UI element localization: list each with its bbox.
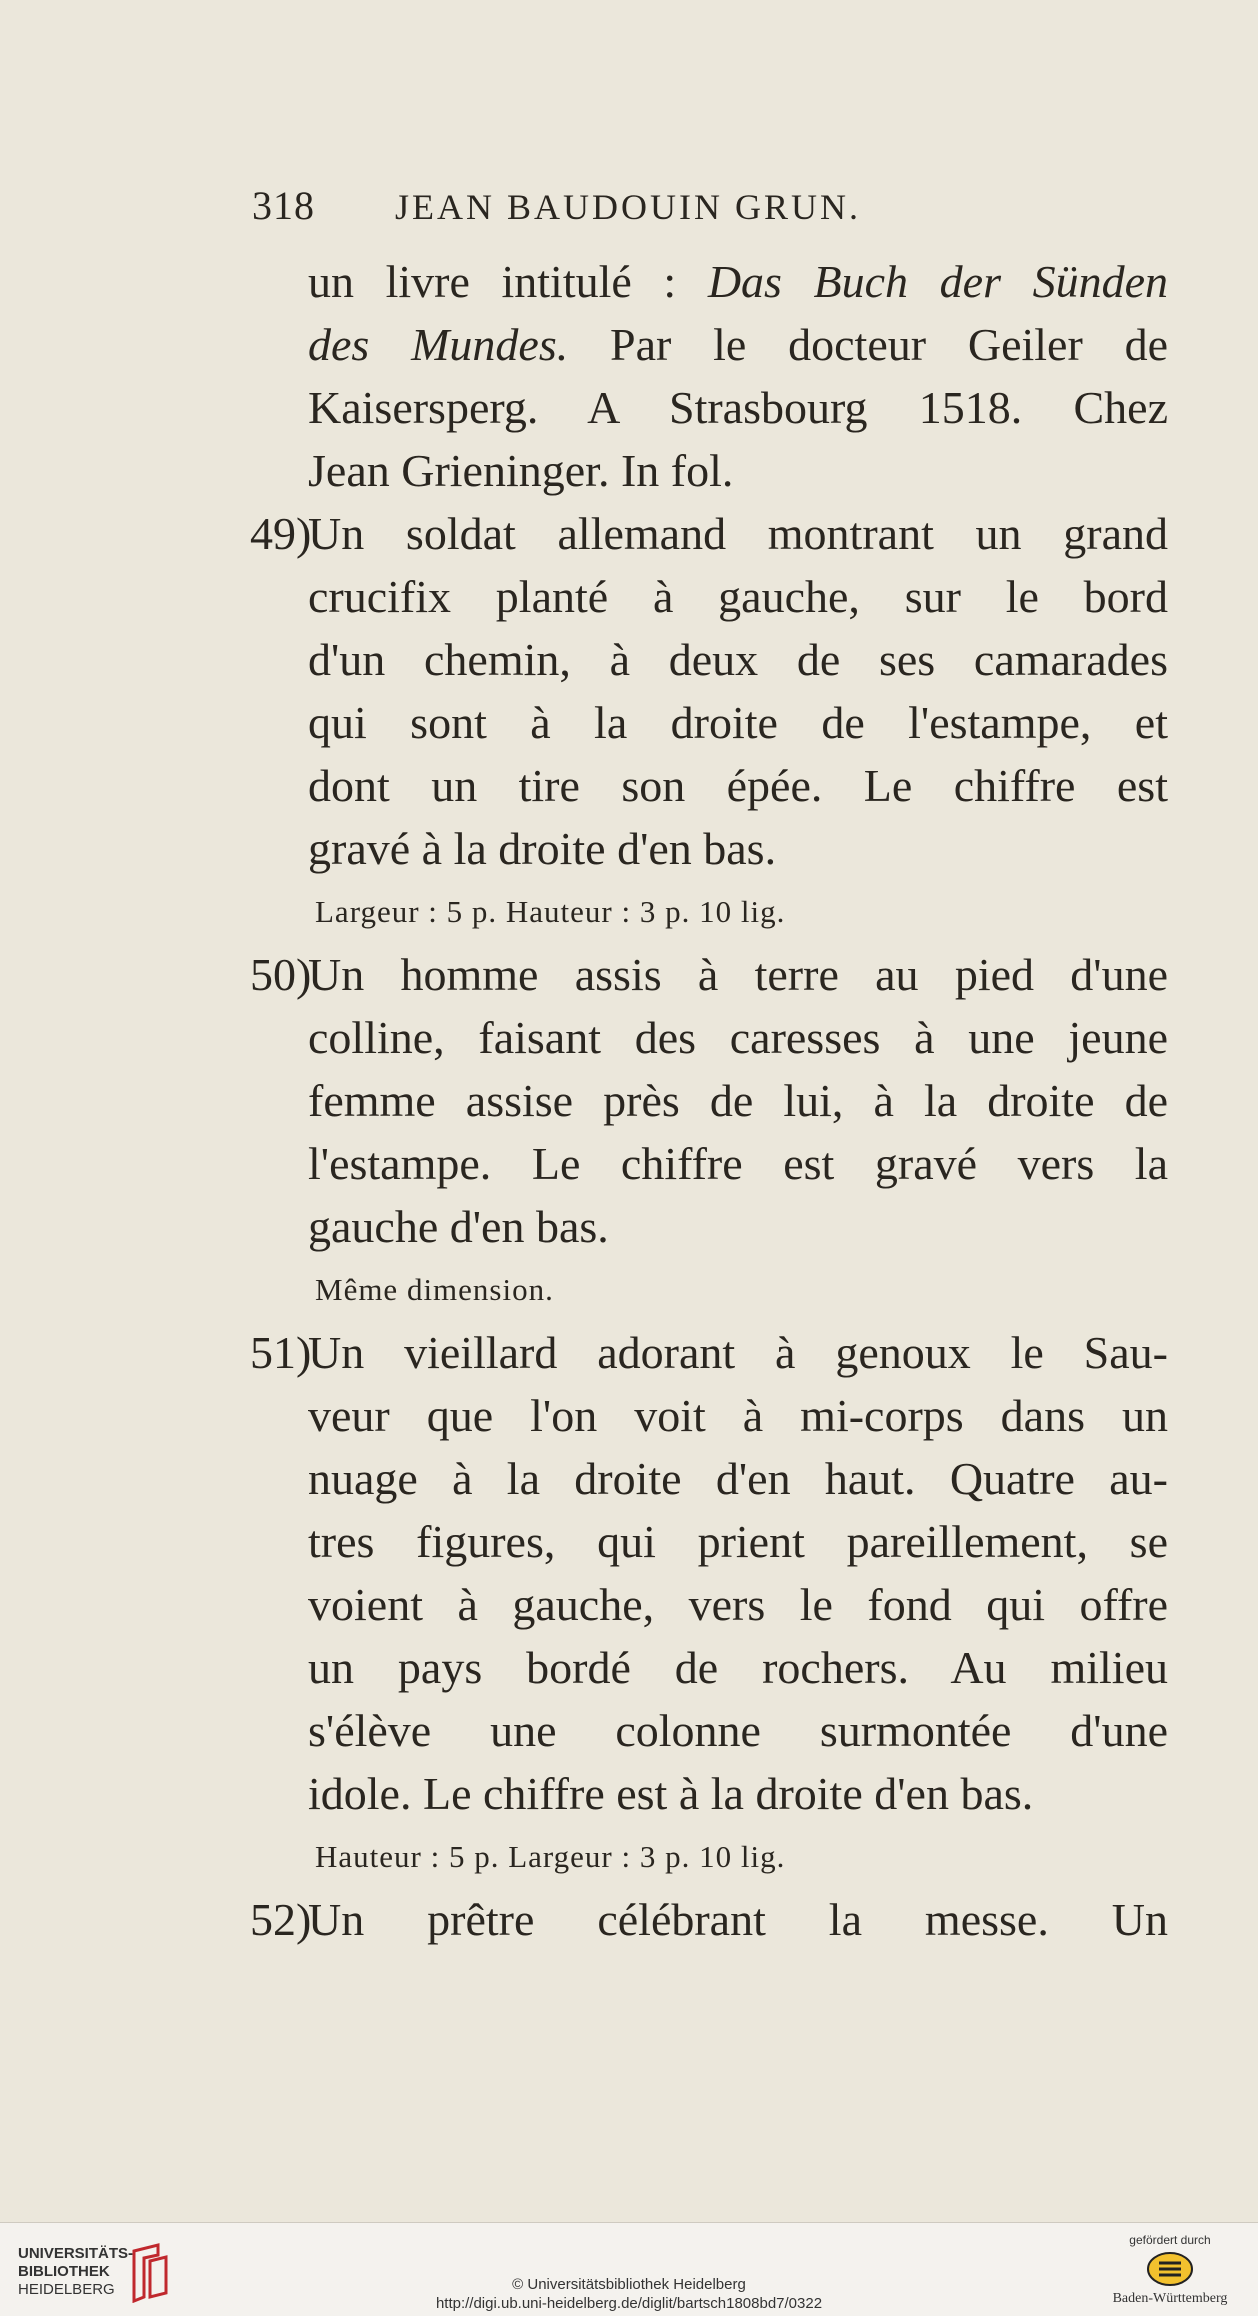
text-line xyxy=(308,250,1168,313)
entry-50-first-line xyxy=(250,943,1168,1006)
page-number: 318 xyxy=(252,183,315,228)
library-name-line: UNIVERSITÄTS- xyxy=(18,2245,134,2262)
entry-52-first-line xyxy=(250,1888,1168,1951)
text-span: Un soldat allemand montrant un grand xyxy=(308,508,1168,559)
text-line: l'estampe. Le chiffre est gravé vers la xyxy=(308,1138,1168,1189)
text-line: un pays bordé de rochers. Au milieu xyxy=(308,1642,1168,1693)
text-line: veur que l'on voit à mi-corps dans un xyxy=(308,1390,1168,1441)
dimensions-note: Même dimension. xyxy=(315,1272,554,1307)
permalink[interactable]: http://digi.ub.uni-heidelberg.de/diglit/bartsch1808bd7/0322 xyxy=(435,2295,823,2312)
text-span: Par le docteur Geiler de xyxy=(568,319,1168,370)
italic-title: Das Buch der Sünden xyxy=(707,256,1168,307)
text-line: idole. Le chiffre est à la droite d'en bas. xyxy=(308,1768,1034,1819)
entry-51-first-line xyxy=(250,1321,1168,1384)
text-line: dont un tire son épée. Le chiffre est xyxy=(308,760,1168,811)
text-line: gauche d'en bas. xyxy=(308,1201,609,1252)
text-span: Un vieillard adorant à genoux le Sau- xyxy=(308,1327,1168,1378)
dimensions-note: Hauteur : 5 p. Largeur : 3 p. 10 lig. xyxy=(315,1839,786,1874)
entry-number: 51) xyxy=(250,1327,312,1378)
dimensions-note: Largeur : 5 p. Hauteur : 3 p. 10 lig. xyxy=(315,894,786,929)
entry-number: 50) xyxy=(250,949,312,1000)
page-body xyxy=(250,250,1170,1951)
entry-49-first-line xyxy=(250,502,1168,565)
funded-by-label: gefördert durch xyxy=(1129,2233,1211,2247)
state-name: Baden-Württemberg xyxy=(1112,2291,1228,2306)
text-span: Un prêtre célébrant la messe. Un xyxy=(308,1894,1168,1945)
text-line: crucifix planté à gauche, sur le bord xyxy=(308,571,1168,622)
text-line: femme assise près de lui, à la droite de xyxy=(308,1075,1168,1126)
text-line: nuage à la droite d'en haut. Quatre au- xyxy=(308,1453,1168,1504)
text-span: Un homme assis à terre au pied d'une xyxy=(308,949,1168,1000)
text-line: tres figures, qui prient pareillement, se xyxy=(308,1516,1168,1567)
running-title: JEAN BAUDOUIN GRUN. xyxy=(395,187,861,227)
entry-number: 49) xyxy=(250,508,312,559)
copyright-text: © Universitätsbibliothek Heidelberg xyxy=(512,2276,746,2293)
text-line: voient à gauche, vers le fond qui offre xyxy=(308,1579,1168,1630)
sponsor-block[interactable] xyxy=(1100,2233,1240,2307)
copyright-notice xyxy=(0,2275,1258,2313)
text-line: s'élève une colonne surmontée d'une xyxy=(308,1705,1168,1756)
state-crest-icon xyxy=(1145,2251,1195,2287)
running-head xyxy=(252,182,982,229)
text-span: un livre intitulé : xyxy=(308,256,708,307)
entry-number: 52) xyxy=(250,1894,312,1945)
library-city: HEIDELBERG xyxy=(18,2281,115,2298)
text-line: gravé à la droite d'en bas. xyxy=(308,823,777,874)
text-line: colline, faisant des caresses à une jeune xyxy=(308,1012,1168,1063)
italic-title: des Mundes. xyxy=(308,319,569,370)
text-line xyxy=(308,313,1168,376)
viewer-footer xyxy=(0,2222,1258,2316)
text-line: Kaisersperg. A Strasbourg 1518. Chez xyxy=(308,382,1168,433)
text-line: Jean Grieninger. In fol. xyxy=(308,445,734,496)
text-line: qui sont à la droite de l'estampe, et xyxy=(308,697,1168,748)
text-line: d'un chemin, à deux de ses camarades xyxy=(308,634,1168,685)
library-name-line: BIBLIOTHEK xyxy=(18,2263,110,2280)
